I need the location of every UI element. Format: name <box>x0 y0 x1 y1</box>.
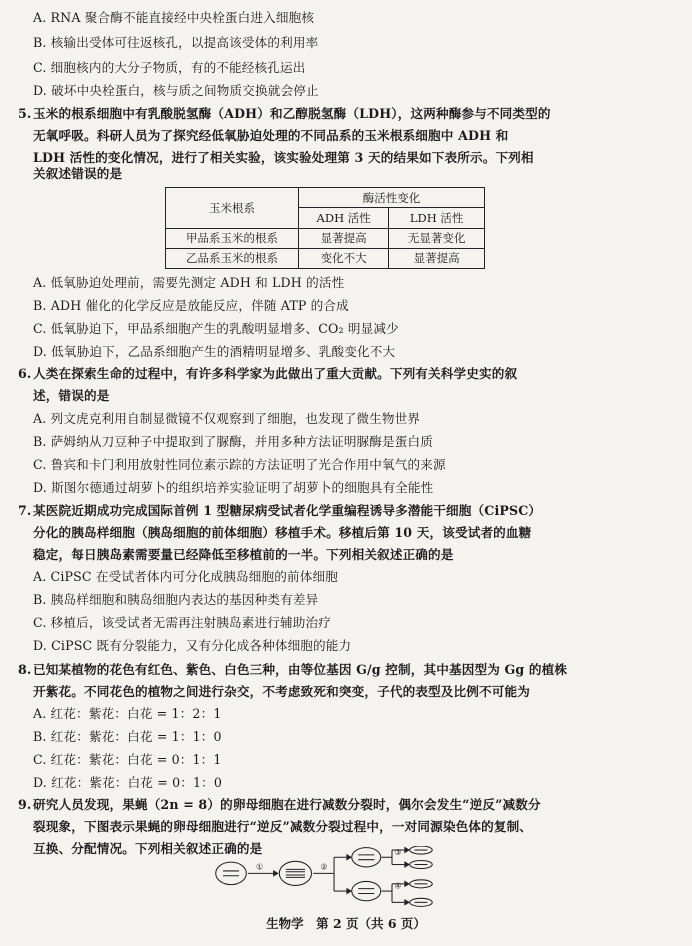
q5-stem-line: 玉米的根系细胞中有乳酸脱氢酶（ADH）和乙醇脱氢酶（LDH），这两种酶参与不同类型的 <box>33 106 551 121</box>
q5-stem-line: 关叙述错误的是 <box>33 166 123 181</box>
q7-option-c: C. 移植后，该受试者无需再注射胰岛素进行辅助治疗 <box>33 615 332 630</box>
q8-number: 8. <box>18 662 32 677</box>
q5-stem-line: LDH 活性的变化情况，进行了相关实验，该实验处理第 3 天的结果如下表所示。下列相 <box>33 150 534 165</box>
q5-stem-line: 无氧呼吸。科研人员为了探究经低氧胁迫处理的不同品系的玉米根系细胞中 ADH 和 <box>33 128 509 143</box>
q7-stem-line: 稳定，每日胰岛素需要量已经降低至移植前的一半。下列相关叙述正确的是 <box>33 547 454 562</box>
page-footer: 生物学 第 2 页（共 6 页） <box>266 916 426 931</box>
meiosis-diagram <box>186 846 466 912</box>
table-header-root: 玉米根系 <box>166 188 299 229</box>
q9-stem-line: 研究人员发现，果蝇（2n = 8）的卵母细胞在进行减数分裂时，偶尔会发生“逆反”减数分 <box>33 797 541 812</box>
q5-option-c: C. 低氧胁迫下，甲品系细胞产生的乳酸明显增多、CO₂ 明显减少 <box>33 321 399 336</box>
table-cell-adh: 显著提高 <box>299 228 389 248</box>
table-header-ldh: LDH 活性 <box>389 208 485 228</box>
q5-option-a: A. 低氧胁迫处理前，需要先测定 ADH 和 LDH 的活性 <box>33 275 345 290</box>
q9-number: 9. <box>18 797 32 812</box>
table-cell-ldh: 无显著变化 <box>389 228 485 248</box>
q5-option-b: B. ADH 催化的化学反应是放能反应，伴随 ATP 的合成 <box>33 298 349 313</box>
q6-stem-line: 述，错误的是 <box>33 388 110 403</box>
q6-option-b: B. 萨姆纳从刀豆种子中提取到了脲酶，并用多种方法证明脲酶是蛋白质 <box>33 434 434 449</box>
cell-upper <box>352 848 381 867</box>
q7-stem-line: 某医院近期成功完成国际首例 1 型糖尿病受试者化学重编程诱导多潜能干细胞（CiPSC） <box>33 503 542 518</box>
q4-option-d: D. 破坏中央栓蛋白，核与质之间物质交换就会停止 <box>33 83 319 98</box>
q7-stem-line: 分化的胰岛样细胞（胰岛细胞的前体细胞）移植手术。移植后第 10 天，该受试者的血糖 <box>33 525 532 540</box>
q7-option-b: B. 胰岛样细胞和胰岛细胞内表达的基因种类有差异 <box>33 592 319 607</box>
table-cell-strain: 甲品系玉米的根系 <box>166 228 299 248</box>
cell-after-replication <box>279 861 311 885</box>
table-cell-ldh: 显著提高 <box>389 248 485 268</box>
table-cell-adh: 变化不大 <box>299 248 389 268</box>
cell-lower <box>352 881 381 900</box>
q8-option-b: B. 红花：紫花：白花 = 1：1：0 <box>33 729 222 744</box>
step-label-2: ② <box>320 862 328 872</box>
table-row <box>166 248 485 268</box>
q7-option-d: D. CiPSC 既有分裂能力，又有分化成各种体细胞的能力 <box>33 638 352 653</box>
q4-option-b: B. 核输出受体可往返核孔，以提高该受体的利用率 <box>33 35 319 50</box>
step-label-3: ③ <box>394 847 402 857</box>
table-row <box>166 228 485 248</box>
q6-option-a: A. 列文虎克利用自制显微镜不仅观察到了细胞，也发现了微生物世界 <box>33 411 421 426</box>
table-header-adh: ADH 活性 <box>299 208 389 228</box>
cell-oocyte <box>216 862 247 885</box>
q6-option-c: C. 鲁宾和卡门利用放射性同位素示踪的方法证明了光合作用中氧气的来源 <box>33 457 446 472</box>
q5-number: 5. <box>18 106 32 121</box>
q8-stem-line: 开紫花。不同花色的植物之间进行杂交，不考虑致死和突变，子代的表型及比例不可能为 <box>33 684 531 699</box>
q9-stem-line: 裂现象，下图表示果蝇的卵母细胞进行“逆反”减数分裂过程中，一对同源染色体的复制、 <box>33 819 533 834</box>
q8-option-d: D. 红花：紫花：白花 = 0：1：0 <box>33 775 223 790</box>
q4-option-c: C. 细胞核内的大分子物质，有的不能经核孔运出 <box>33 60 306 75</box>
table-cell-strain: 乙品系玉米的根系 <box>166 248 299 268</box>
step-label-4: ④ <box>394 881 402 891</box>
q6-option-d: D. 斯图尔德通过胡萝卜的组织培养实验证明了胡萝卜的细胞具有全能性 <box>33 480 434 495</box>
q6-number: 6. <box>18 366 32 381</box>
q4-option-a: A. RNA 聚合酶不能直接经中央栓蛋白进入细胞核 <box>33 10 315 25</box>
q7-number: 7. <box>18 503 32 518</box>
q8-stem-line: 已知某植物的花色有红色、紫色、白色三种，由等位基因 G/g 控制，其中基因型为 Gg 的植株 <box>33 662 568 677</box>
q8-option-a: A. 红花：紫花：白花 = 1：2：1 <box>33 706 222 721</box>
step-label-1: ① <box>255 862 264 872</box>
table-header-enzyme: 酶活性变化 <box>299 188 485 208</box>
q6-stem-line: 人类在探索生命的过程中，有许多科学家为此做出了重大贡献。下列有关科学史实的叙 <box>33 366 518 381</box>
q5-results-table <box>165 187 485 269</box>
q5-option-d: D. 低氧胁迫下，乙品系细胞产生的酒精明显增多、乳酸变化不大 <box>33 344 396 359</box>
q9-stem-line: 互换、分配情况。下列相关叙述正确的是 <box>33 841 263 856</box>
q8-option-c: C. 红花：紫花：白花 = 0：1：1 <box>33 752 222 767</box>
q7-option-a: A. CiPSC 在受试者体内可分化成胰岛细胞的前体细胞 <box>33 569 338 584</box>
